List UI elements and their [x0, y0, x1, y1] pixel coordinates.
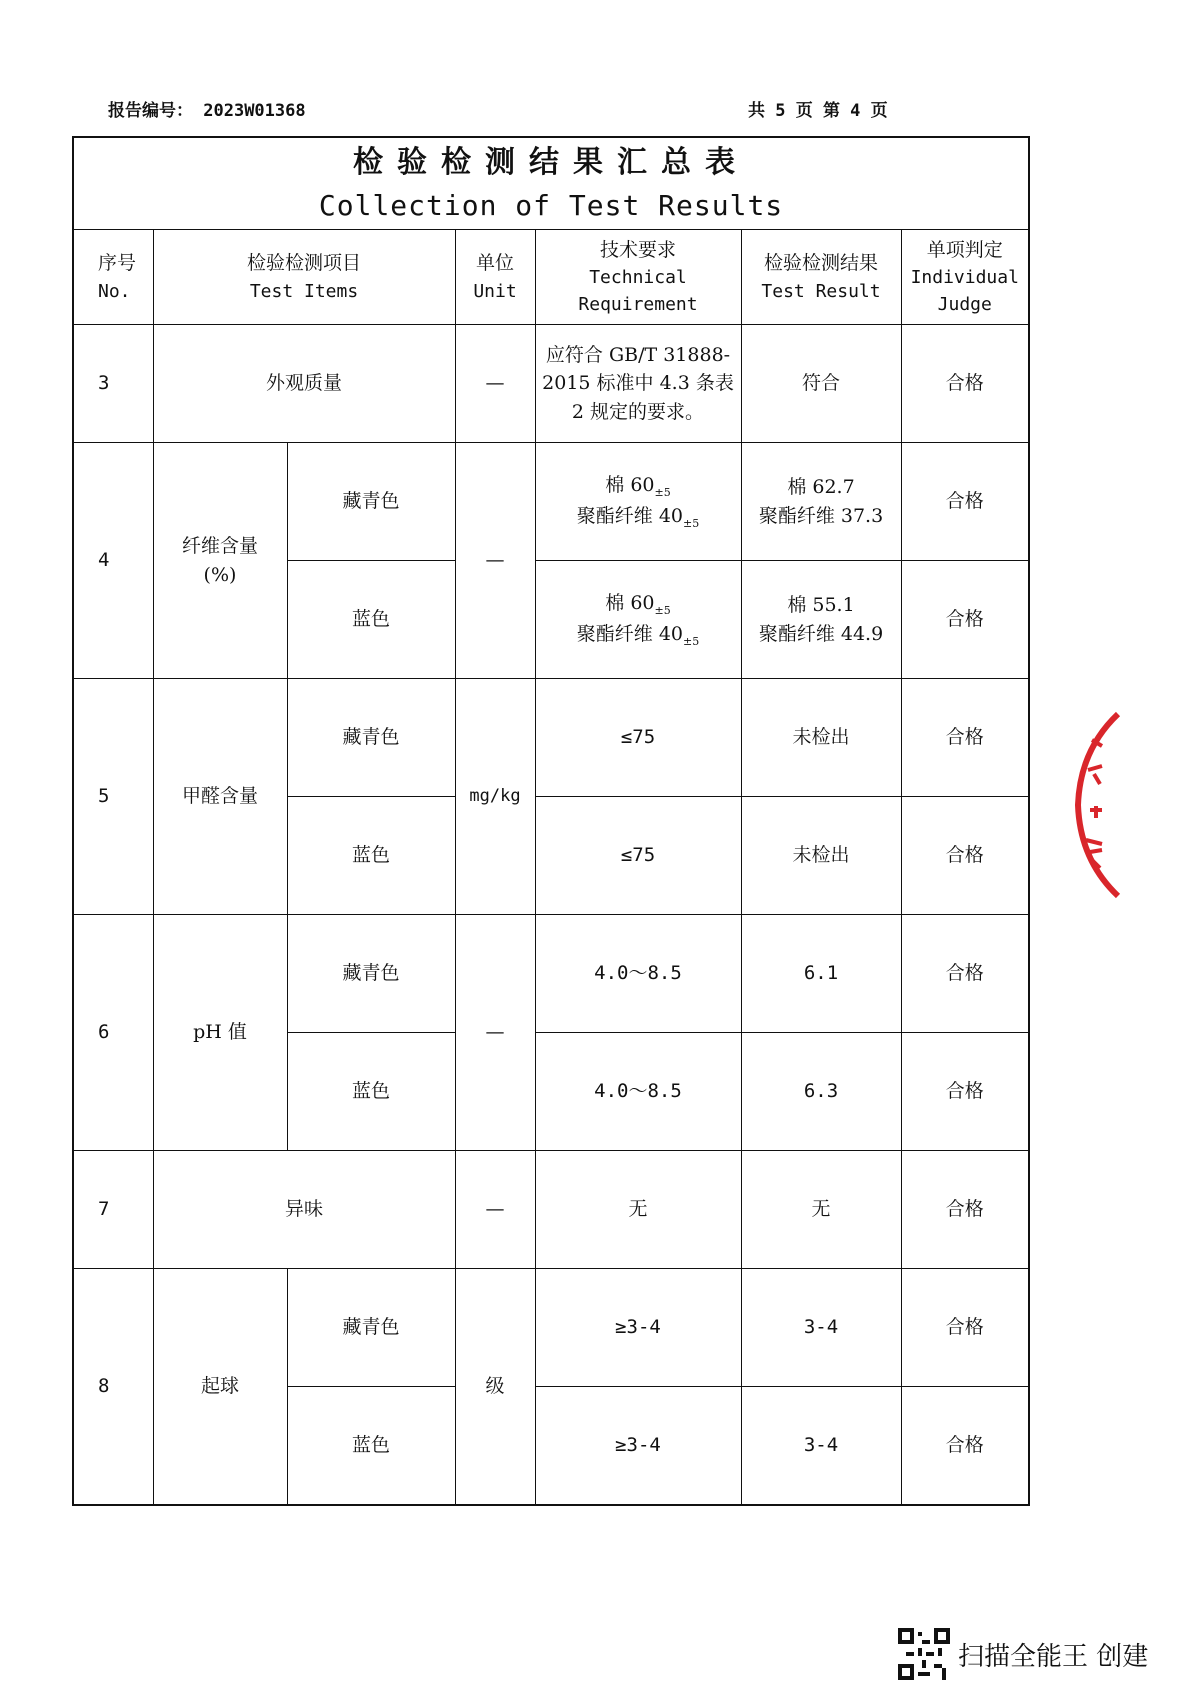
- row-result: 未检出: [741, 797, 901, 915]
- table-header-row: [73, 230, 1029, 325]
- row-result: 符合: [741, 325, 901, 443]
- row-subitem: 蓝色: [287, 1387, 455, 1505]
- report-number-value: 2023W01368: [203, 101, 306, 121]
- row-no: 5: [73, 679, 153, 915]
- row-result: 3-4: [741, 1269, 901, 1387]
- row-subitem: 藏青色: [287, 679, 455, 797]
- table-title-cn: 检验检测结果汇总表: [353, 145, 750, 180]
- table-row: [73, 679, 1029, 797]
- row-no: 8: [73, 1269, 153, 1505]
- row-subitem: 藏青色: [287, 915, 455, 1033]
- row-unit: mg/kg: [455, 679, 535, 915]
- row-subitem: 蓝色: [287, 561, 455, 679]
- row-requirement: 4.0～8.5: [535, 1033, 741, 1151]
- row-subitem: 藏青色: [287, 1269, 455, 1387]
- row-judge: 合格: [901, 1269, 1029, 1387]
- table-title: [73, 137, 1029, 230]
- row-judge: 合格: [901, 1033, 1029, 1151]
- row-requirement: 无: [535, 1151, 741, 1269]
- col-header-no: 序号 No.: [73, 230, 153, 325]
- row-requirement: ≥3-4: [535, 1269, 741, 1387]
- row-subitem: 藏青色: [287, 443, 455, 561]
- row-unit: 级: [455, 1269, 535, 1505]
- row-no: 3: [73, 325, 153, 443]
- row-result: 棉 55.1 聚酯纤维 44.9: [741, 561, 901, 679]
- row-no: 7: [73, 1151, 153, 1269]
- row-item: 甲醛含量: [153, 679, 287, 915]
- row-item: 纤维含量 (%): [153, 443, 287, 679]
- row-judge: 合格: [901, 443, 1029, 561]
- row-requirement: 应符合 GB/T 31888-2015 标准中 4.3 条表 2 规定的要求。: [535, 325, 741, 443]
- partial-seal-stamp: [1072, 710, 1120, 900]
- row-requirement: ≤75: [535, 679, 741, 797]
- results-table: [72, 136, 1030, 1506]
- row-requirement: 棉 $60_{\pm 5}$ 聚酯纤维 $40_{\pm 5}$: [535, 443, 741, 561]
- scanner-watermark: [898, 1628, 1148, 1680]
- row-result: 3-4: [741, 1387, 901, 1505]
- row-judge: 合格: [901, 561, 1029, 679]
- col-header-test-items: 检验检测项目 Test Items: [153, 230, 455, 325]
- col-header-result: 检验检测结果 Test Result: [741, 230, 901, 325]
- row-judge: 合格: [901, 679, 1029, 797]
- row-requirement: ≤75: [535, 797, 741, 915]
- row-requirement: ≥3-4: [535, 1387, 741, 1505]
- row-judge: 合格: [901, 915, 1029, 1033]
- page-counter: 共 5 页 第 4 页: [748, 101, 888, 121]
- row-item: 异味: [153, 1151, 455, 1269]
- row-item: 外观质量: [153, 325, 455, 443]
- row-result: 6.1: [741, 915, 901, 1033]
- row-judge: 合格: [901, 1151, 1029, 1269]
- row-result: 未检出: [741, 679, 901, 797]
- table-row: [73, 325, 1029, 443]
- row-requirement: 棉 $60_{\pm 5}$ 聚酯纤维 $40_{\pm 5}$: [535, 561, 741, 679]
- row-unit: —: [455, 1151, 535, 1269]
- report-number-label: 报告编号：: [108, 101, 193, 121]
- row-judge: 合格: [901, 1387, 1029, 1505]
- row-result: 无: [741, 1151, 901, 1269]
- row-subitem: 蓝色: [287, 797, 455, 915]
- row-result: 棉 62.7 聚酯纤维 37.3: [741, 443, 901, 561]
- table-row: [73, 443, 1029, 561]
- row-no: 6: [73, 915, 153, 1151]
- report-number: [108, 96, 306, 121]
- col-header-judge: 单项判定 Individual Judge: [901, 230, 1029, 325]
- table-row: [73, 1151, 1029, 1269]
- qr-code-icon: [898, 1628, 950, 1680]
- row-requirement: 4.0～8.5: [535, 915, 741, 1033]
- row-judge: 合格: [901, 797, 1029, 915]
- table-row: [73, 1269, 1029, 1387]
- row-unit: —: [455, 443, 535, 679]
- row-unit: —: [455, 325, 535, 443]
- col-header-requirement: 技术要求 Technical Requirement: [535, 230, 741, 325]
- row-unit: —: [455, 915, 535, 1151]
- row-judge: 合格: [901, 325, 1029, 443]
- row-result: 6.3: [741, 1033, 901, 1151]
- row-subitem: 蓝色: [287, 1033, 455, 1151]
- row-no: 4: [73, 443, 153, 679]
- row-item: 起球: [153, 1269, 287, 1505]
- table-row: [73, 915, 1029, 1033]
- col-header-unit: 单位 Unit: [455, 230, 535, 325]
- scanner-text: 扫描全能王 创建: [958, 1641, 1149, 1672]
- row-item: pH 值: [153, 915, 287, 1151]
- table-title-en: Collection of Test Results: [318, 189, 784, 222]
